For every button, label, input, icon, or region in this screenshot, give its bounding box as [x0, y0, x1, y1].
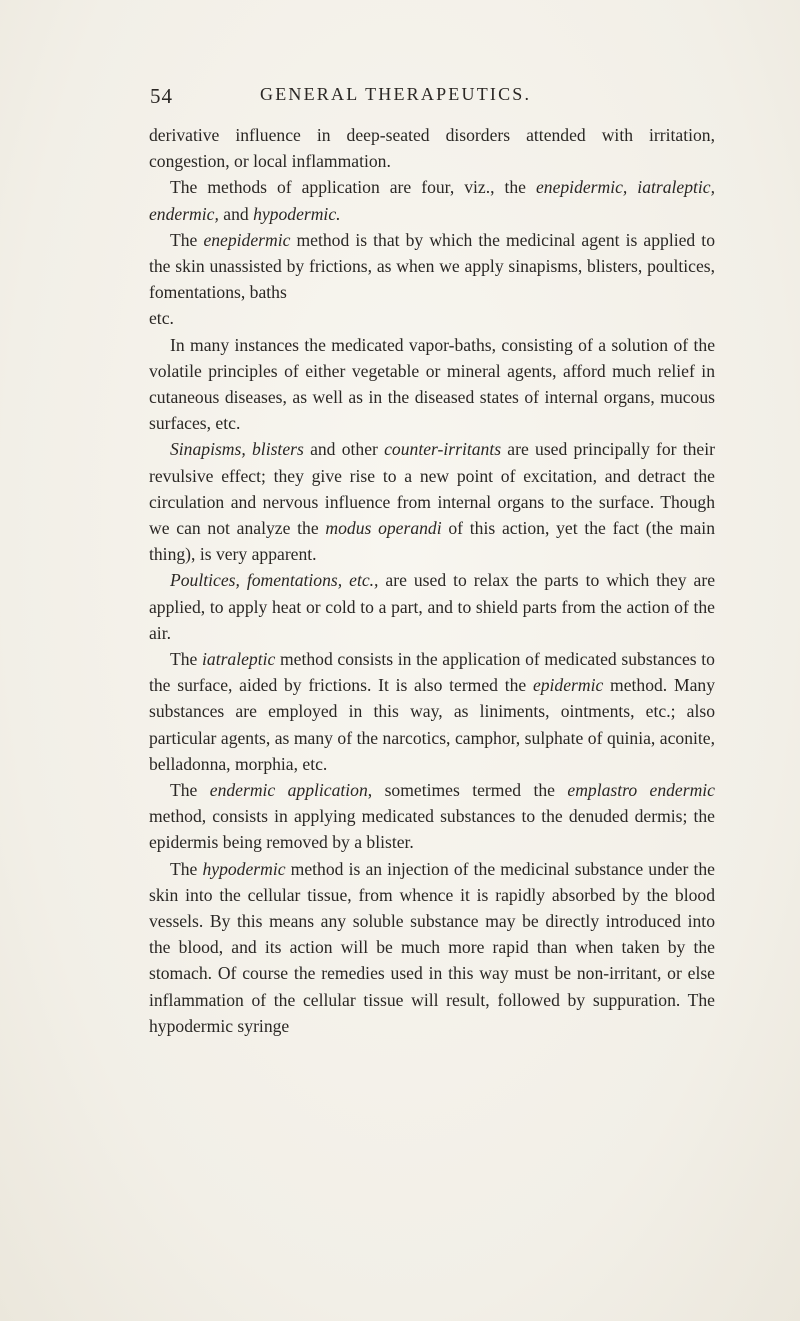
italic-term: modus operandi	[325, 518, 442, 539]
italic-term: counter-irritants	[384, 439, 502, 460]
text-run: The	[170, 229, 204, 250]
paragraph-hypodermic	[149, 856, 715, 1039]
paragraph-endermic	[149, 777, 715, 856]
text-run: method is an injection of the medicinal substance under the skin into the cellular tissue, from whence it is rapidly absorbed by the blood vessels. By this means any soluble substance may be directly introduced into the blood, and its action will be much more rapid than when taken by the stomach. Of course the remedies used in this way must be non-irritant, or else inflammation of the cellular tissue will result, followed by suppuration. The hypodermic syringe	[149, 858, 715, 1036]
text-run: , sometimes termed the	[367, 780, 568, 801]
text-run: and other	[303, 439, 385, 460]
text-run: The	[170, 649, 203, 670]
italic-term: Poultices, fomentations, etc.,	[170, 570, 379, 591]
paragraph-etc: etc.	[149, 308, 174, 329]
paragraph-poultices	[149, 567, 715, 646]
text-run: The	[170, 780, 210, 801]
paragraph-counter-irritants	[149, 436, 715, 567]
text-run: method, consists in applying medicated substances to the denuded dermis; the epidermis being removed by a blister.	[149, 806, 715, 853]
running-title: GENERAL THERAPEUTICS.	[260, 84, 532, 104]
text-run: of this action, yet the fact (the main thing), is very apparent.	[149, 518, 715, 565]
italic-term: epidermic	[532, 675, 604, 696]
italic-term: enepidermic, iatraleptic, endermic,	[149, 177, 716, 224]
running-head	[150, 84, 712, 110]
body-text	[149, 122, 715, 1039]
paragraph-continuation: derivative influence in deep-seated disorders attended with irritation, congestion, or local inflammation.	[149, 125, 715, 172]
text-run: method consists in the application of medicated substances to the surface, aided by frictions. It is also termed the	[149, 649, 715, 696]
text-run: The methods of application are four, viz., the	[170, 177, 536, 198]
italic-term: hypodermic	[202, 858, 286, 879]
text-run: method is that by which the medicinal agent is applied to the skin unassisted by frictions, as when we apply sinapisms, blisters, poultices, fomentations, baths	[149, 229, 715, 303]
paragraph-enepidermic	[149, 227, 715, 306]
italic-term: hypodermic.	[253, 203, 341, 224]
italic-term: enepidermic	[203, 229, 291, 250]
page-number: 54	[150, 84, 173, 108]
paragraph-iatraleptic	[149, 646, 715, 777]
italic-term: iatraleptic	[202, 649, 276, 670]
italic-term: endermic application	[209, 780, 368, 801]
paragraph-vapor-baths: In many instances the medicated vapor-baths, consisting of a solution of the volatile principles of either vegetable or mineral agents, afford much relief in cutaneous diseases, as well as in the diseased states of internal organs, mucous surfaces, etc.	[149, 334, 715, 434]
italic-term: emplastro endermic	[567, 780, 715, 801]
text-run: are used to relax the parts to which they are applied, to apply heat or cold to a part, and to shield parts from the action of the air.	[149, 570, 715, 643]
text-run: The	[170, 858, 203, 879]
text-run: method. Many substances are employed in this way, as liniments, ointments, etc.; also particular agents, as many of the narcotics, camphor, sulphate of quinia, aconite, belladonna, morphia, etc.	[149, 675, 715, 774]
text-run: and	[218, 203, 254, 224]
paragraph-methods	[149, 174, 715, 226]
italic-term: Sinapisms, blisters	[170, 439, 304, 460]
text-run: are used principally for their revulsive effect; they give rise to a new point of excitation, and detract the circulation and nervous influence from internal organs to the surface. Though we can not analyze the	[149, 439, 715, 539]
